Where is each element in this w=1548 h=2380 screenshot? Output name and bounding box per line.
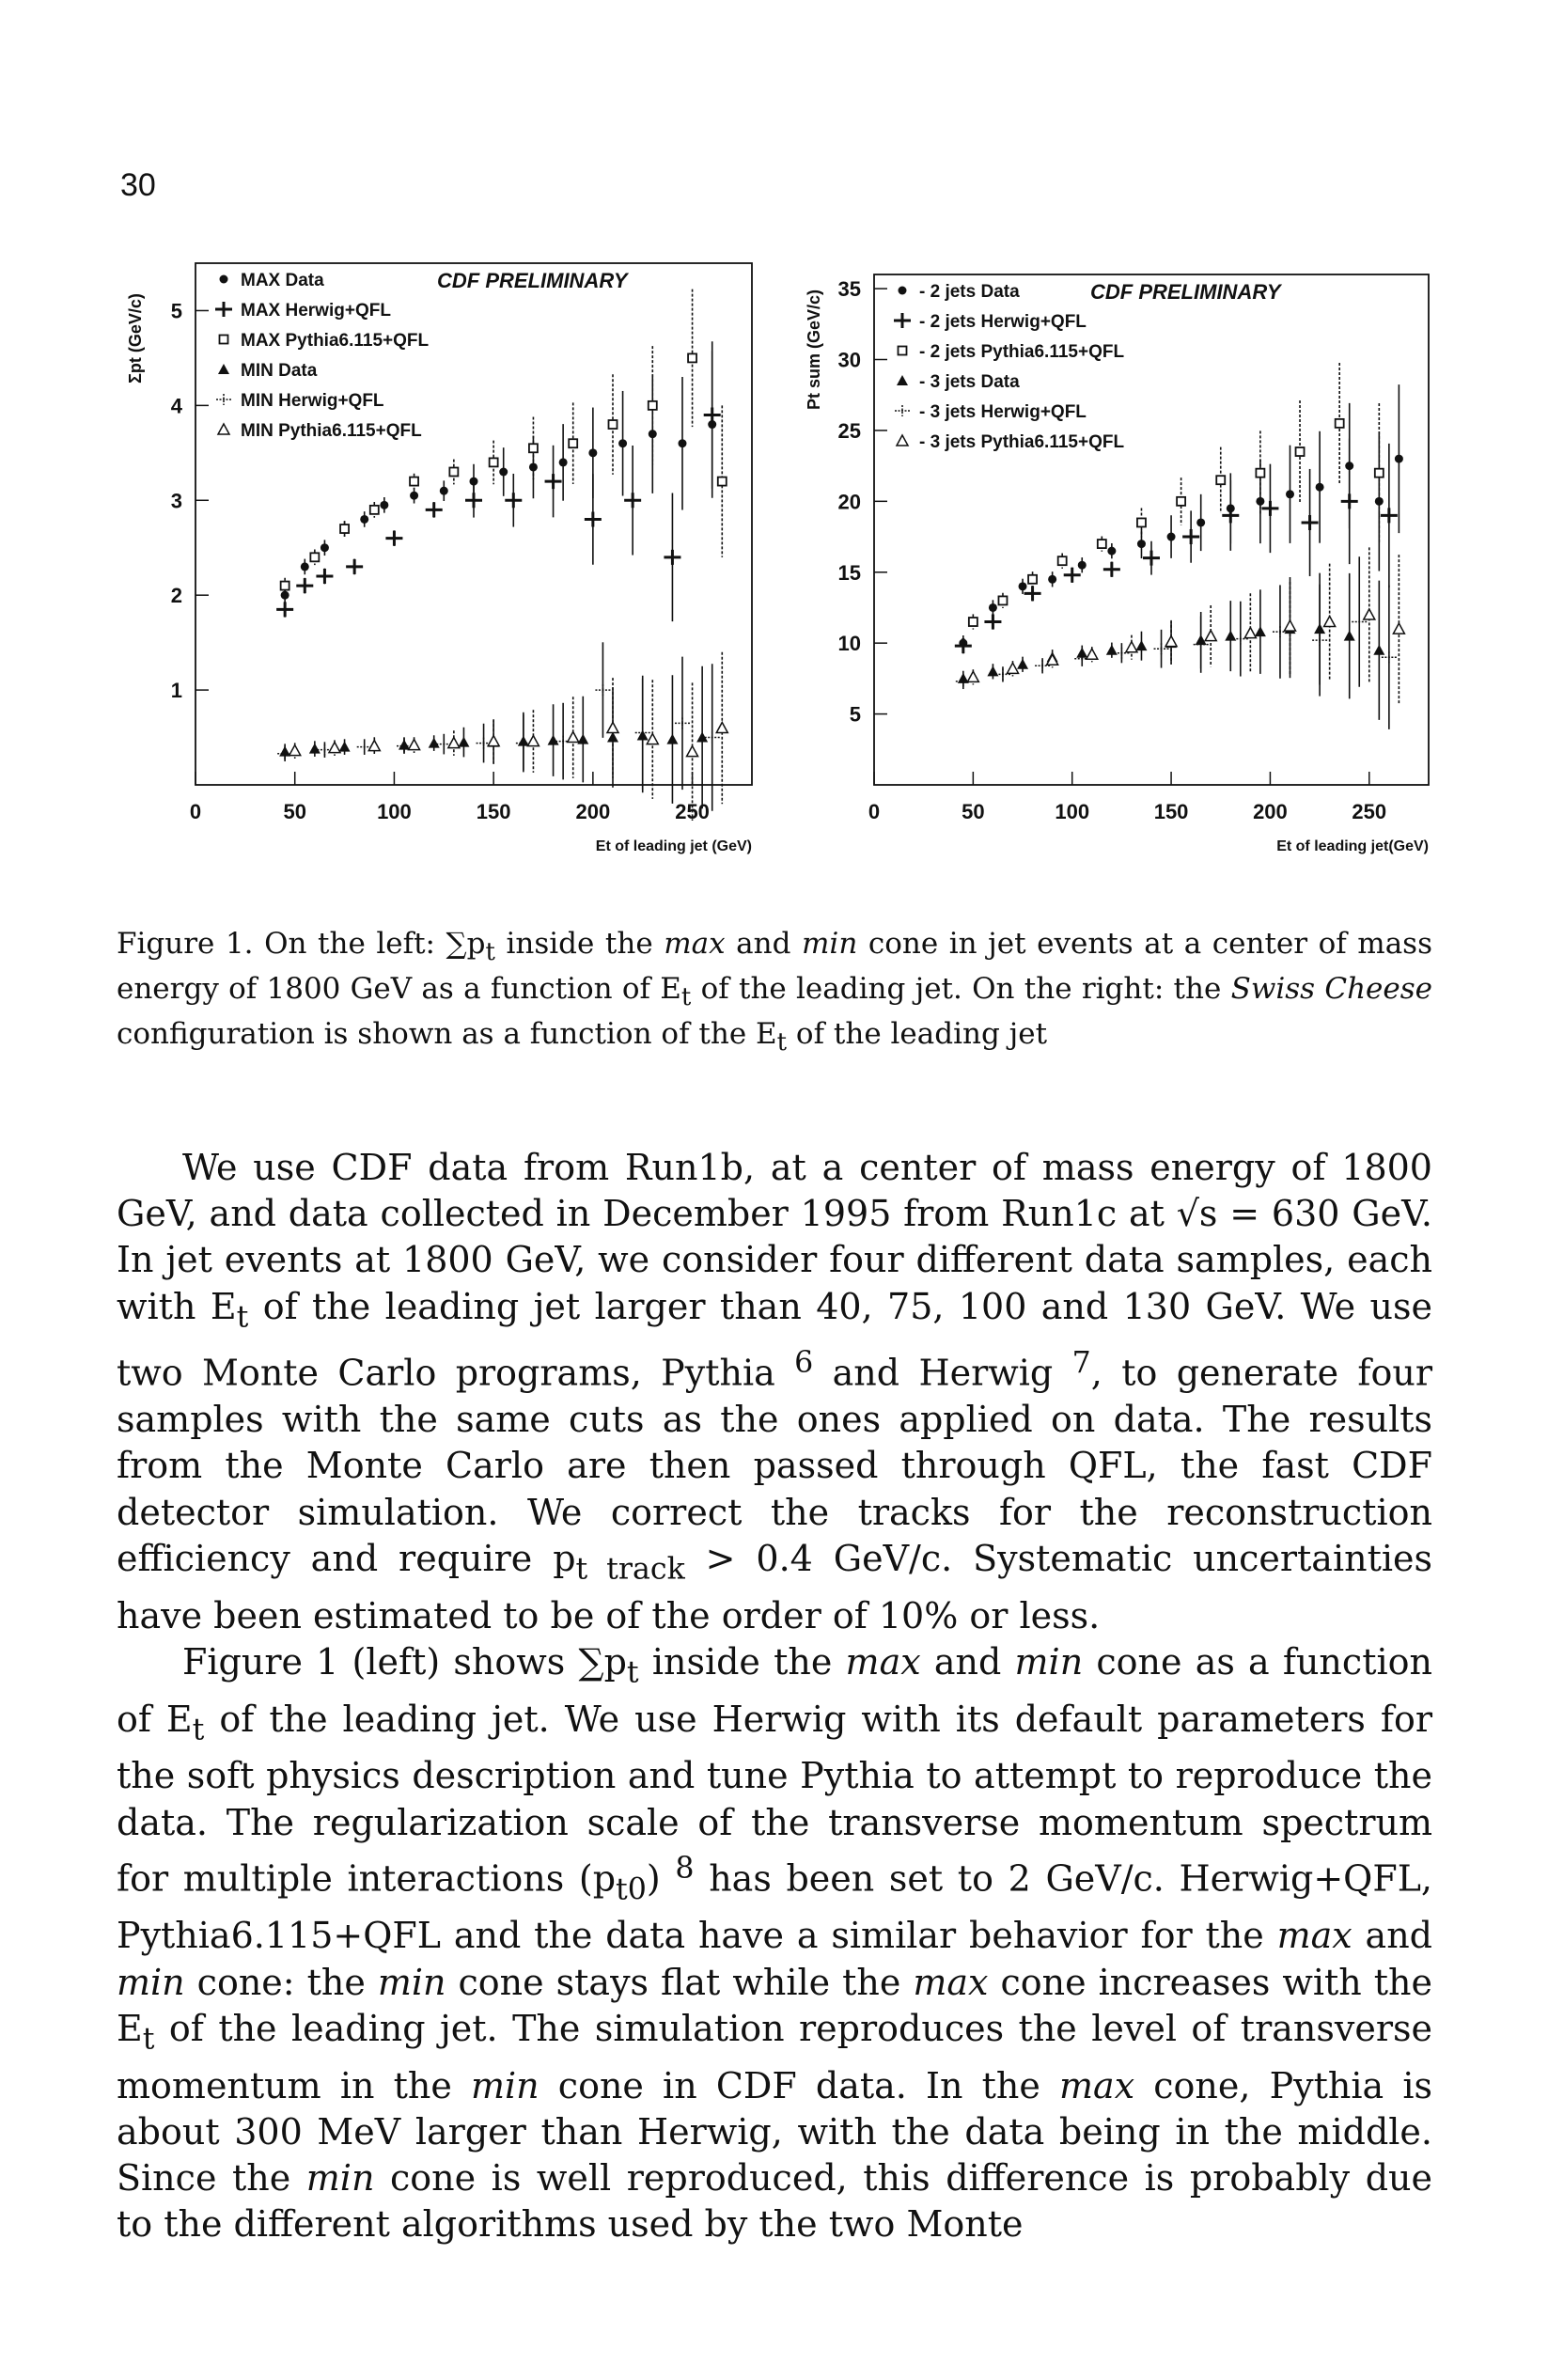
data-point [1167, 533, 1176, 541]
data-point [718, 478, 727, 486]
page-number: 30 [120, 167, 156, 203]
data-point [1143, 551, 1160, 566]
data-point [989, 603, 997, 612]
data-point [1364, 609, 1375, 619]
data-point [296, 578, 313, 593]
data-point [1177, 497, 1185, 506]
legend-marker [218, 424, 229, 434]
data-point [1028, 575, 1037, 584]
data-point [380, 501, 388, 509]
data-point [1324, 617, 1336, 627]
data-point [429, 738, 440, 748]
y-tick-label: 25 [837, 418, 861, 443]
data-point [310, 553, 319, 561]
data-point [1137, 540, 1146, 548]
x-axis-label: Et of leading jet(GeV) [1276, 838, 1429, 854]
data-point [385, 531, 402, 546]
data-point [548, 735, 559, 745]
body-text [117, 1145, 1432, 2247]
y-tick-label: 5 [170, 299, 182, 323]
y-tick-label: 2 [170, 584, 182, 608]
series-5 [967, 547, 1404, 703]
series-1 [276, 341, 721, 621]
data-point [1261, 501, 1278, 516]
y-tick-label: 30 [837, 348, 861, 372]
legend-entry: - 2 jets Pythia6.115+QFL [919, 342, 1125, 362]
legend-marker [899, 287, 907, 295]
data-point [426, 502, 443, 517]
data-point [1087, 649, 1098, 659]
data-point [618, 439, 627, 447]
data-point [1048, 575, 1056, 584]
data-point [1064, 568, 1081, 583]
legend-entry: MAX Pythia6.115+QFL [241, 331, 430, 351]
y-tick-label: 5 [849, 702, 861, 727]
legend-marker [216, 394, 231, 405]
data-point [1024, 586, 1041, 601]
legend-marker [220, 336, 228, 344]
data-point [1205, 631, 1216, 641]
data-point [569, 439, 577, 447]
data-point [449, 468, 458, 477]
x-tick-label: 50 [962, 800, 985, 823]
paragraph-2: Figure 1 (left) shows $\sum p_t$ inside the max and min cone as a function of $E_t$ of the leading jet. We use Herwig with its default parameters for the soft physics description and tune Pythia to attempt to reproduce the data. The regularization scale of the transverse momentum spectrum for multiple interactions $(p_{t0})$ $^8$ has been set to 2 GeV/c. Herwig+QFL, Pythia6.115+QFL and the data have a similar behavior for the max and min cone: the min cone stays flat while the max cone increases with the $E_t$ of the leading jet. The simulation reproduces the level of transverse momentum in the min cone in CDF data. In the max cone, Pythia is about 300 MeV larger than Herwig, with the data being in the middle. Since the min cone is well reproduced, this difference is probably due to the different algorithms used by the two Monte [117, 1640, 1433, 2246]
data-point [1135, 640, 1147, 650]
x-tick-label: 100 [1055, 800, 1090, 823]
y-tick-label: 20 [837, 490, 861, 514]
y-tick-label: 3 [170, 489, 182, 513]
data-point [688, 353, 696, 362]
caption-label: Figure 1. [117, 927, 254, 961]
data-point [1098, 540, 1106, 548]
data-point [1395, 455, 1403, 463]
data-point [368, 741, 380, 751]
y-axis-label: Σpt (GeV/c) [126, 293, 145, 384]
data-point [967, 671, 978, 681]
x-tick-label: 0 [189, 800, 202, 823]
data-point [1165, 636, 1177, 647]
data-point [1244, 628, 1256, 638]
data-point [1182, 529, 1199, 544]
data-point [1103, 562, 1120, 577]
data-point [527, 736, 539, 746]
legend-entry: - 3 jets Herwig+QFL [919, 402, 1087, 422]
data-point [360, 515, 368, 524]
figure-1 [113, 254, 1447, 912]
data-point [529, 444, 538, 452]
data-point [1302, 515, 1319, 530]
data-point [321, 543, 329, 552]
x-tick-label: 200 [1253, 800, 1288, 823]
y-tick-label: 1 [170, 679, 182, 703]
data-point [505, 493, 522, 508]
data-point [329, 743, 340, 753]
legend-marker [220, 275, 228, 284]
series-5 [289, 652, 728, 821]
legend-marker [897, 375, 908, 385]
data-point [1196, 518, 1205, 526]
x-tick-label: 200 [575, 800, 611, 823]
data-point [1316, 483, 1324, 492]
data-point [490, 458, 498, 466]
data-point [1373, 645, 1384, 655]
data-point [704, 407, 721, 422]
x-tick-label: 250 [1352, 800, 1387, 823]
data-point [588, 448, 597, 457]
x-tick-label: 0 [868, 800, 881, 823]
data-point [664, 550, 680, 565]
data-point [339, 742, 351, 752]
y-tick-label: 15 [837, 560, 861, 585]
data-point [1375, 469, 1384, 478]
data-point [1078, 561, 1087, 570]
data-point [1393, 623, 1404, 634]
data-point [458, 737, 469, 747]
data-point [410, 492, 418, 500]
legend-marker [897, 435, 908, 446]
data-point [647, 734, 658, 744]
series-0 [281, 351, 717, 603]
data-point [969, 618, 977, 626]
data-point [716, 722, 727, 732]
data-point [609, 420, 618, 429]
x-tick-label: 150 [1153, 800, 1189, 823]
legend-entry: - 3 jets Data [919, 372, 1020, 392]
data-point [1344, 631, 1355, 641]
data-point [666, 734, 678, 744]
data-point [301, 562, 309, 571]
data-point [679, 439, 687, 447]
legend-entry: - 2 jets Herwig+QFL [919, 312, 1087, 332]
data-point [1008, 663, 1019, 673]
data-point [1019, 582, 1027, 590]
legend-marker [895, 405, 910, 416]
legend-marker [899, 347, 907, 355]
data-point [624, 493, 641, 508]
data-point [465, 493, 482, 508]
x-tick-label: 250 [675, 800, 710, 823]
data-point [499, 468, 508, 477]
y-tick-label: 35 [837, 277, 861, 302]
y-tick-label: 10 [837, 632, 861, 656]
data-point [1341, 493, 1358, 509]
data-point [1107, 547, 1116, 556]
data-point [559, 458, 568, 466]
data-point [607, 722, 618, 732]
chart-left [113, 254, 771, 912]
legend-marker [218, 364, 229, 374]
chart-right [771, 254, 1447, 912]
x-tick-label: 50 [283, 800, 306, 823]
data-point [1255, 626, 1266, 636]
legend-marker [894, 313, 911, 328]
chart-title: CDF PRELIMINARY [437, 269, 628, 292]
data-point [1286, 490, 1294, 498]
data-point [440, 487, 448, 495]
data-point [545, 474, 562, 489]
legend-entry: - 2 jets Data [919, 282, 1020, 302]
data-point [370, 506, 379, 514]
x-axis-label: Et of leading jet (GeV) [595, 838, 752, 854]
legend-entry: MAX Herwig+QFL [241, 301, 391, 321]
data-point [568, 732, 579, 743]
data-point [984, 615, 1001, 630]
legend-entry: MAX Data [241, 271, 324, 290]
data-point [1256, 469, 1264, 478]
x-tick-label: 100 [377, 800, 412, 823]
data-point [1017, 659, 1028, 669]
data-point [488, 736, 499, 746]
x-tick-label: 150 [476, 800, 511, 823]
data-point [1058, 556, 1067, 565]
data-point [409, 740, 420, 750]
data-point [276, 602, 293, 617]
legend-entry: MIN Herwig+QFL [241, 391, 384, 411]
paragraph-1: We use CDF data from Run1b, at a center of mass energy of 1800 GeV, and data collected in December 1995 from Run1c at √s = 630 GeV. In jet events at 1800 GeV, we consider four different data samples, each with $E_t$ of the leading jet larger than 40, 75, 100 and 130 GeV. We use two Monte Carlo programs, Pythia $^6$ and Herwig $^7$, to generate four samples with the same cuts as the ones applied on data. The results from the Monte Carlo are then passed through QFL, the fast CDF detector simulation. We correct the tracks for the reconstruction efficiency and require $p_{t track} > 0.4$ GeV/c. Systematic uncertainties have been estimated to be of the order of 10% or less. [117, 1147, 1432, 1636]
data-point [1285, 620, 1296, 631]
legend-entry: - 3 jets Pythia6.115+QFL [919, 432, 1125, 452]
data-point [309, 744, 321, 754]
chart-title: CDF PRELIMINARY [1090, 280, 1281, 304]
data-point [998, 596, 1007, 604]
legend-entry: MIN Data [241, 361, 318, 381]
data-point [687, 746, 698, 757]
data-point [346, 559, 363, 574]
legend-entry: MIN Pythia6.115+QFL [241, 421, 422, 441]
legend-marker [215, 302, 232, 317]
y-axis-label: Pt sum (GeV/c) [805, 289, 823, 411]
figure-caption: Figure 1. On the left: $\sum p_t$ inside the max and min cone in jet events at a center of mass energy of 1800 GeV as a function of $E_t$ of the leading jet. On the right: the Swiss Cheese configuration is shown as a function of the $E_t$ of the leading jet [117, 927, 1432, 1057]
data-point [340, 525, 349, 533]
data-point [1216, 476, 1225, 484]
data-point [410, 478, 418, 486]
data-point [289, 745, 301, 756]
data-point [1126, 642, 1137, 652]
data-point [955, 638, 972, 653]
data-point [448, 738, 460, 748]
data-point [316, 569, 333, 584]
data-point [1336, 419, 1344, 428]
data-point [1137, 518, 1146, 526]
y-tick-label: 4 [170, 394, 182, 418]
data-point [281, 582, 289, 590]
data-point [1222, 508, 1239, 523]
data-point [1296, 447, 1305, 456]
data-point [649, 401, 657, 410]
data-point [585, 511, 602, 526]
data-point [1381, 508, 1398, 523]
